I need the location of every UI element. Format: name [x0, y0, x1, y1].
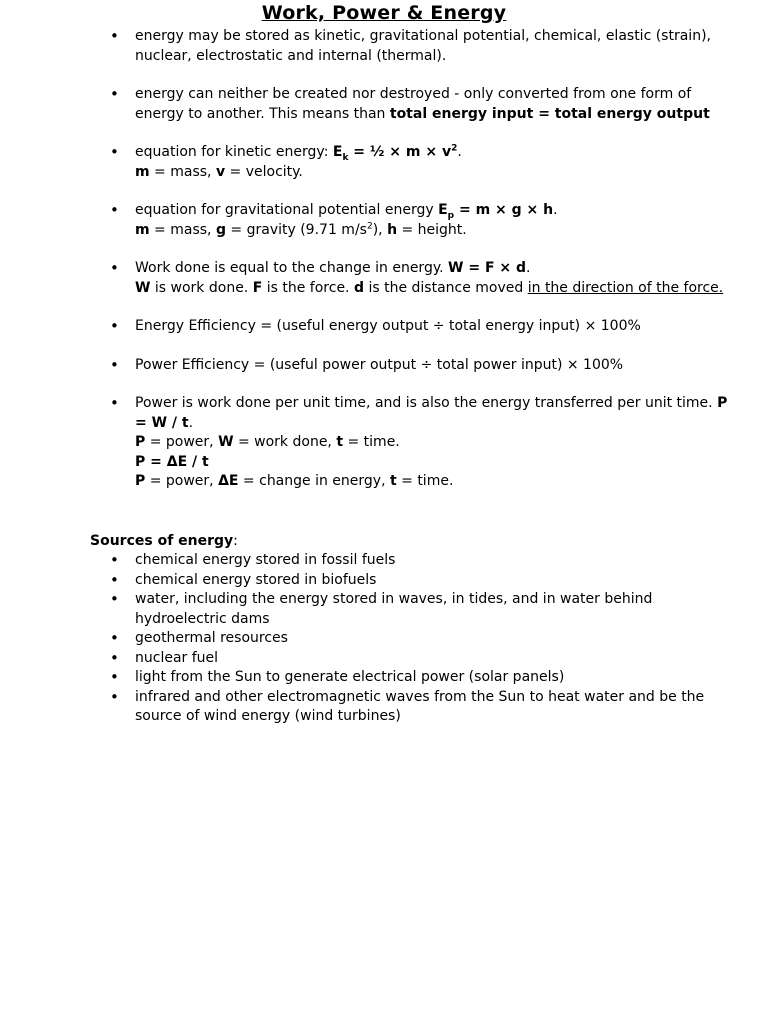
bullet-text: equation for gravitational potential energy — [135, 202, 439, 218]
p-desc: = power, — [145, 473, 219, 489]
period: . — [526, 260, 531, 276]
symbol-e: E — [438, 202, 448, 218]
symbol-w: W — [135, 279, 151, 296]
list-item-potential-energy — [110, 201, 730, 240]
m-desc: = mass, — [149, 221, 216, 238]
g-desc: = gravity (9.71 m/s — [225, 221, 367, 238]
sources-list — [110, 551, 730, 727]
symbol-delta-e: ΔE — [218, 473, 239, 489]
period: . — [553, 202, 558, 218]
symbol-v: v — [215, 163, 226, 180]
colon: : — [233, 533, 238, 549]
list-item: • infrared and other electromagnetic waves from the Sun to heat water and be the source of wind energy (wind turbines) — [110, 688, 730, 727]
sources-heading — [90, 532, 238, 552]
bullet-text: Power is work done per unit time, and is also the energy transferred per unit time. — [135, 395, 718, 411]
superscript-2: 2 — [451, 143, 458, 154]
symbol-g: g — [215, 221, 226, 238]
symbol-f: F — [252, 279, 263, 296]
list-item: • chemical energy stored in biofuels — [110, 571, 730, 591]
page-title: Work, Power & Energy — [261, 2, 507, 24]
symbol-m: m — [135, 221, 150, 238]
list-item-conservation — [110, 85, 730, 124]
g-close: ), — [372, 221, 388, 238]
w-desc: is work done. — [150, 279, 253, 296]
bullet-text: energy may be stored as kinetic, gravitational potential, chemical, elastic (strain), nuclear, electrostatic and internal (thermal). — [135, 28, 711, 64]
v-desc: = velocity. — [225, 163, 303, 180]
t-desc: = time. — [396, 473, 454, 489]
equation-text: P = W / t — [135, 395, 728, 431]
list-item-energy-efficiency — [110, 317, 730, 337]
equation-text — [332, 143, 458, 163]
de-desc: = change in energy, — [238, 473, 390, 489]
sources-heading-text: Sources of energy — [90, 533, 234, 549]
symbol-h: h — [387, 221, 398, 238]
equation-body: = ½ × m × v — [348, 144, 452, 160]
p-desc: = power, — [145, 434, 219, 450]
period: . — [188, 414, 194, 431]
bullet-text: Work done is equal to the change in energy. — [135, 260, 449, 276]
d-desc: is the distance moved — [364, 279, 528, 296]
w-desc: = work done, — [233, 434, 337, 450]
h-desc: = height. — [397, 221, 467, 238]
period: . — [457, 144, 462, 160]
m-desc: = mass, — [149, 163, 216, 180]
symbol-t: t — [336, 434, 344, 450]
bullet-text: Energy Efficiency = (useful energy output ÷ total energy input) × 100% — [135, 318, 641, 334]
list-item: • geothermal resources — [110, 629, 730, 649]
list-item-power — [110, 394, 730, 492]
list-item: • water, including the energy stored in waves, in tides, and in water behind hydroelectric dams — [110, 590, 730, 629]
bullet-text: equation for kinetic energy: — [135, 144, 333, 160]
list-item: • chemical energy stored in fossil fuels — [110, 551, 730, 571]
symbol-d: d — [353, 279, 364, 296]
symbol-w: W — [218, 434, 234, 450]
subscript-p: p — [447, 210, 455, 221]
list-item-energy-stores — [110, 27, 730, 66]
symbol-t: t — [389, 473, 397, 489]
equation-body: = m × g × h — [454, 202, 554, 218]
bullet-text: energy can neither be created nor destroyed - only converted from one form of energy to another. This means than — [135, 86, 692, 122]
equation-text — [438, 202, 554, 221]
superscript-2: 2 — [366, 220, 373, 231]
f-desc: is the force. — [262, 279, 354, 296]
equation-text: W = F × d — [448, 260, 527, 276]
list-item-work-done — [110, 259, 730, 298]
subscript-k: k — [342, 152, 349, 163]
bold-text: total energy input = total energy output — [389, 105, 710, 122]
energy-notes-list — [110, 27, 730, 511]
list-item-power-efficiency — [110, 356, 730, 376]
underlined-text: in the direction of the force. — [527, 279, 724, 296]
symbol-p: P — [135, 434, 146, 450]
symbol-e: E — [332, 144, 343, 160]
t-desc: = time. — [343, 434, 400, 450]
list-item: • nuclear fuel — [110, 649, 730, 669]
symbol-m: m — [135, 163, 150, 180]
equation-text-2: P = ΔE / t — [135, 453, 209, 470]
list-item-kinetic-energy — [110, 143, 730, 182]
list-item: • light from the Sun to generate electrical power (solar panels) — [110, 668, 730, 688]
symbol-p: P — [135, 473, 146, 489]
bullet-text: Power Efficiency = (useful power output ÷ total power input) × 100% — [135, 356, 624, 373]
